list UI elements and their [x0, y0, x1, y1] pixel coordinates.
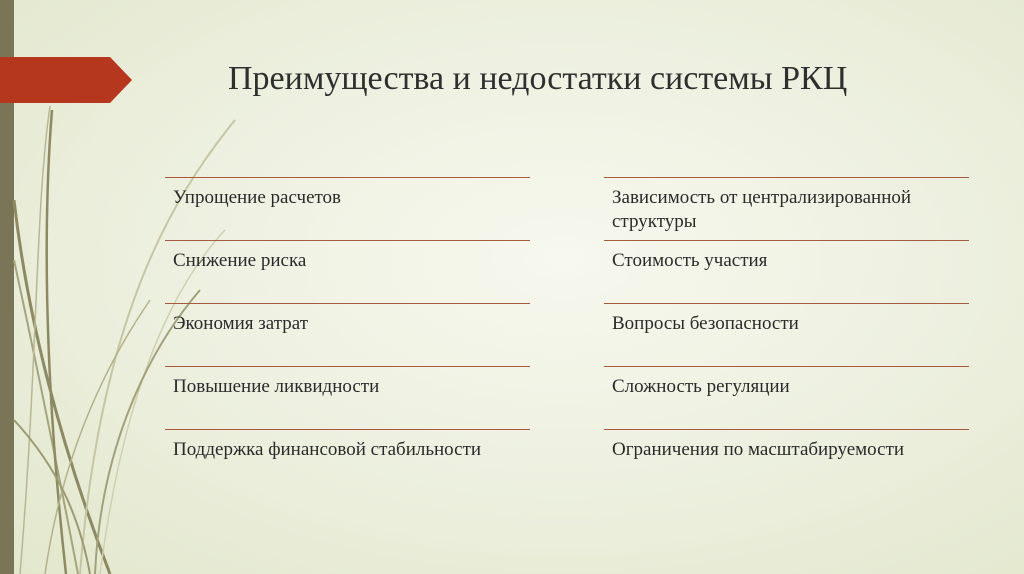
- list-item: [604, 429, 969, 492]
- advantages-list: [165, 177, 530, 492]
- list-item: [165, 429, 530, 492]
- disadvantage-text: Стоимость участия: [612, 250, 768, 271]
- disadvantage-text: Зависимость от централизированной структуры: [612, 187, 912, 232]
- advantage-text: Снижение риска: [173, 250, 307, 271]
- list-item: [165, 303, 530, 366]
- disadvantages-list: [604, 177, 969, 492]
- disadvantage-text: Вопросы безопасности: [612, 313, 799, 334]
- advantage-text: Упрощение расчетов: [173, 187, 342, 208]
- title-arrow-marker: [0, 57, 132, 103]
- list-item: [604, 366, 969, 429]
- advantage-text: Повышение ликвидности: [173, 376, 380, 397]
- list-item: [604, 303, 969, 366]
- list-item: [604, 240, 969, 303]
- disadvantage-text: Сложность регуляции: [612, 376, 790, 397]
- disadvantage-text: Ограничения по масштабируемости: [612, 439, 905, 460]
- list-item: [165, 177, 530, 240]
- advantage-text: Экономия затрат: [173, 313, 309, 334]
- list-item: [604, 177, 969, 240]
- slide-title: Преимущества и недостатки системы РКЦ: [228, 60, 848, 97]
- list-item: [165, 240, 530, 303]
- advantage-text: Поддержка финансовой стабильности: [173, 439, 482, 460]
- list-item: [165, 366, 530, 429]
